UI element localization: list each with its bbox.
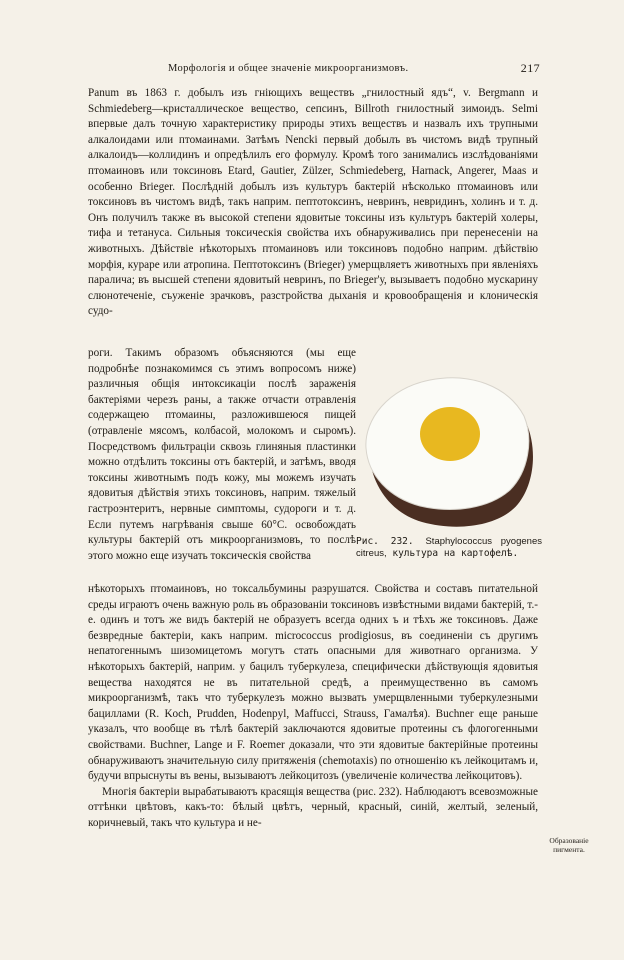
figure-232 xyxy=(358,372,538,532)
running-title: Морфологія и общее значеніе микроорганизмовъ. xyxy=(168,63,409,74)
paragraph: Panum въ 1863 г. добылъ изъ гніющихъ веществъ „гнилостный ядъ“, v. Bergmann и Schmiedeberg—кристаллическое вещество, сепсинъ, Billroth гнилостный зимоидъ. Selmi впервые далъ точную характеристику природы этихъ веществъ и назвалъ ихъ трупными алкалоидами или птомаинами. Затѣмъ Nencki первый добылъ въ чистомъ видѣ трупный алкалоидъ—коллидинъ и опредѣлилъ его формулу. Кромѣ того занимались изслѣдованіями птомаиновъ или токсиновъ Etard, Gautier, Zülzer, Schmiedeberg, Harnack, Angerer, Maas и особенно Brieger. Послѣдній добылъ изъ культуръ бактерій нѣсколько птомаиновъ или токсиновъ въ чистомъ видѣ, такъ наприм. пептотоксинъ, невринъ, невридинъ, холинъ и т. д. Онъ получилъ также въ высокой степени ядовитые токсины изъ культуръ бактерій холеры, тифа и тетануса. Сильныя токсическія свойства ихъ обнаруживались при перенесеніи на животныхъ. Дѣйствіе нѣкоторыхъ птомаиновъ или токсиновъ подобно наприм. дѣйствію морфія, кураре или атропина. Пептотоксинъ (Brieger) умерщвляетъ животныхъ при явленіяхъ паралича; въ высшей степени ядовитый невринъ, по Brieger'у, вызываетъ подобно мускарину слюнотеченіе, съуженіе зрачковъ, разстройства дыханія и кровообращенія и клоническія судо- xyxy=(88,87,538,318)
caption-prefix: Рис. 232. xyxy=(356,536,414,547)
body-text-top xyxy=(88,86,538,348)
potato-culture-illustration xyxy=(358,372,538,532)
paragraph: роги. Такимъ образомъ объясняются (мы еще подробнѣе познакомимся съ этимъ вопросомъ ниже) различныя общія интоксикаціи послѣ зараженія бактеріями черезъ раны, а также отчасти отравленія содержащею птомаины, разложившеюся пищей (отравленіе мясомъ, колбасой, молокомъ и сыромъ). Посредствомъ фильтраціи сквозь глиняныя пластинки можно отдѣлить токсины отъ бактерій, и затѣмъ, вводя токсины животнымъ подъ кожу, мы можемъ изучать ядовитыя дѣйствія этихъ токсиновъ, наприм. тяжелый гастроэнтеритъ, нервные симптомы, судороги и т. д. Если путемъ нагрѣванія свыше 60°С. освобождать культуры бактерій отъ микроорганизмовъ, то послѣ этого можно еще изучать токсическія свойства xyxy=(88,347,356,562)
figure-caption xyxy=(356,536,542,560)
margin-note: Образованіе пигмента. xyxy=(549,836,589,854)
page-number: 217 xyxy=(520,61,540,75)
caption-description: культура на картофелѣ. xyxy=(392,548,519,559)
staphylococcus-colony xyxy=(420,407,480,461)
body-text-beside-figure xyxy=(88,346,356,582)
body-text-bottom xyxy=(88,582,538,912)
paragraph: нѣкоторыхъ птомаиновъ, но токсальбумины разрушатся. Свойства и составъ питательной среды играютъ очень важную роль въ образованіи токсиновъ извѣстными видами бактерій, т.-е. одинъ и тотъ же видъ бактерій не образуетъ всегда одних ъ и тѣхъ же токсиновъ. Даже безвредные бактеріи, какъ наприм. micrococcus prodigiosus, въ соединеніи съ другимъ непатогеннымъ шизомицетомъ могутъ стать опасными для животнаго организма. У нѣкоторыхъ бактерій, наприм. у бацилъ туберкулеза, специфически дѣйствующія ядовитыя вещества находятся не въ питательной средѣ, а преимущественно въ самомъ микроорганизмѣ, такъ что туберкулезъ можно вызвать умерщвленными туберкулезными бациллами (R. Koch, Prudden, Hodenpyl, Maffucci, Strauss, Гамалѣя). Buchner еще раньше указалъ, что вообще въ тѣлѣ бактерій заключаются ядовитые протеины съ флогогенными свойствами. Buchner, Lange и F. Roemer доказали, что эти ядовитые бактерійные протеины обнаруживаютъ значительную силу притяженія (chemotaxis) по отношенію къ лейкоцитамъ и, будучи впрыснуты въ вены, вызываютъ лейкоцитозъ (увеличеніе количества лейкоцитовъ). xyxy=(88,583,538,783)
caption-latin-name: Staphylococcus pyogenes citreus, xyxy=(356,536,542,559)
paragraph: Многія бактеріи вырабатываютъ красящія вещества (рис. 232). Наблюдаютъ всевозможные оттѣнки цвѣтовъ, какъ-то: бѣлый цвѣтъ, черный, красный, синій, желтый, зеленый, коричневый, такъ что культура и не- xyxy=(88,785,538,829)
